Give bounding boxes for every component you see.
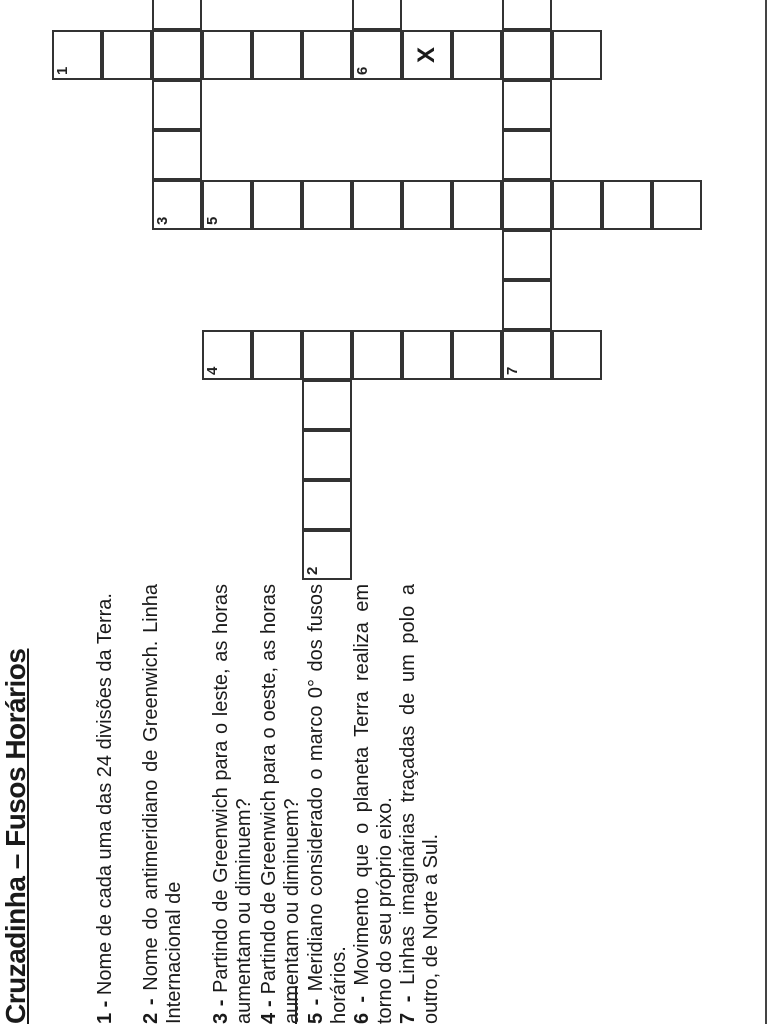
clue-separator: - — [94, 995, 116, 1013]
clue-separator: - — [351, 985, 373, 1013]
crossword-cell[interactable] — [252, 330, 302, 380]
crossword-cell[interactable] — [452, 330, 502, 380]
clue-number-label: 2 — [304, 566, 321, 575]
clue-number-label: 4 — [204, 366, 221, 375]
clue-text: Nome de cada uma das 24 divisões da Terra. — [94, 593, 116, 996]
clue-number: 5 — [305, 1012, 327, 1024]
clue-number-label: 6 — [354, 66, 371, 75]
crossword-cell[interactable] — [502, 230, 552, 280]
crossword-cell[interactable] — [352, 0, 402, 30]
crossword-cell[interactable] — [552, 330, 602, 380]
clue-number-label: 7 — [504, 366, 521, 375]
clue-number: 7 — [397, 1012, 419, 1024]
clue-text: Partindo de Greenwich para o leste, as horas aumentam ou diminuem? — [210, 584, 255, 1024]
clue-separator: - — [397, 984, 419, 1013]
crossword-cell[interactable] — [502, 280, 552, 330]
clue-text: Meridiano considerado o marco 0° dos fusos horários. — [305, 584, 350, 1024]
clue-separator: - — [210, 992, 232, 1013]
clue-text: Movimento que o planeta Terra realiza em torno do seu próprio eixo. — [351, 584, 396, 1024]
crossword-cell[interactable] — [102, 30, 152, 80]
crossword-cell[interactable] — [452, 180, 502, 230]
clue-number: 6 — [351, 1012, 373, 1024]
crossword-cell[interactable] — [552, 30, 602, 80]
clue-text: Linhas imaginárias traçadas de um polo a outro, de Norte a Sul. — [397, 584, 442, 1024]
crossword-cell[interactable] — [202, 330, 252, 380]
crossword-cell[interactable] — [202, 30, 252, 80]
crossword-cell[interactable] — [302, 330, 352, 380]
clue-number: 4 — [258, 1012, 280, 1024]
clue-number-label: 1 — [54, 66, 71, 75]
x-mark: X — [413, 47, 440, 64]
crossword-cell[interactable] — [402, 330, 452, 380]
crossword-cell[interactable] — [602, 180, 652, 230]
crossword-cell[interactable] — [302, 380, 352, 430]
crossword-cell[interactable] — [302, 430, 352, 480]
page-title: Cruzadinha – Fusos Horários — [0, 648, 31, 1024]
crossword-cell[interactable] — [202, 180, 252, 230]
clue-separator: - — [140, 990, 162, 1013]
crossword-cell[interactable] — [252, 180, 302, 230]
clue-text: Partindo de Greenwich para o oeste, as horas aumentam ou diminuem? — [258, 584, 303, 1024]
crossword-cell[interactable] — [402, 180, 452, 230]
crossword-cell[interactable] — [152, 30, 202, 80]
crossword-cell[interactable] — [452, 30, 502, 80]
crossword-cell[interactable] — [352, 30, 402, 80]
crossword-cell[interactable] — [502, 0, 552, 30]
crossword-cell[interactable] — [502, 80, 552, 130]
crossword-cell[interactable] — [302, 30, 352, 80]
clue-number-label: 5 — [204, 216, 221, 225]
clue-number: 2 — [140, 1012, 162, 1024]
crossword-cell[interactable] — [152, 180, 202, 230]
clue-number: 3 — [210, 1012, 232, 1024]
crossword-cell[interactable] — [502, 180, 552, 230]
crossword-cell[interactable] — [402, 30, 452, 80]
crossword-cell[interactable] — [152, 0, 202, 30]
crossword-cell[interactable] — [352, 180, 402, 230]
crossword-cell[interactable] — [302, 480, 352, 530]
clue-number-label: 3 — [154, 216, 171, 225]
crossword-cell[interactable] — [302, 180, 352, 230]
crossword-cell[interactable] — [52, 30, 102, 80]
crossword-cell[interactable] — [302, 530, 352, 580]
crossword-cell[interactable] — [152, 80, 202, 130]
clue-separator: - — [258, 994, 280, 1013]
crossword-cell[interactable] — [252, 30, 302, 80]
crossword-cell[interactable] — [652, 180, 702, 230]
crossword-cell[interactable] — [352, 330, 402, 380]
clue-separator: - — [305, 991, 327, 1013]
crossword-cell[interactable] — [552, 180, 602, 230]
crossword-cell[interactable] — [502, 30, 552, 80]
crossword-cell[interactable] — [502, 130, 552, 180]
clue-number: 1 — [94, 1012, 116, 1024]
crossword-cell[interactable] — [502, 330, 552, 380]
crossword-cell[interactable] — [152, 130, 202, 180]
clue-text: Nome do antimeridiano de Greenwich. Linha Internacional de — [140, 584, 185, 1024]
